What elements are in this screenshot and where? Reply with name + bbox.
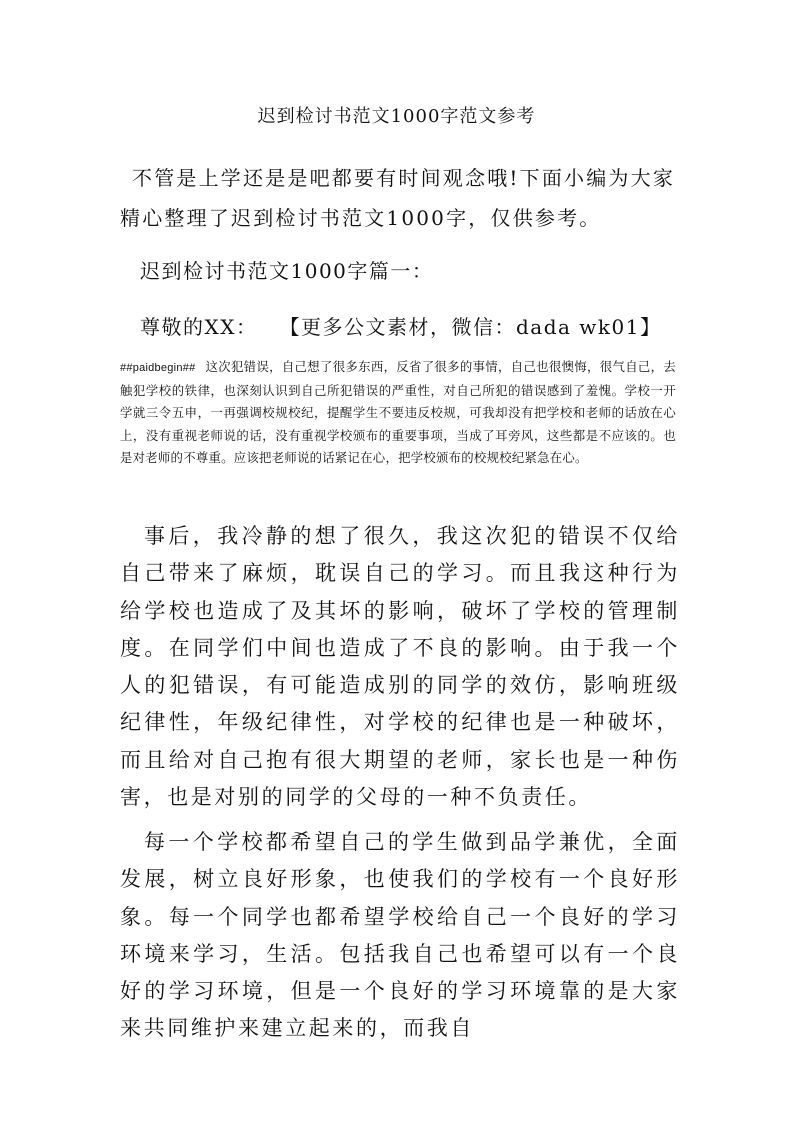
body-paragraph-1: 事后，我冷静的想了很久，我这次犯的错误不仅给自己带来了麻烦，耽误自己的学习。而且我这种行为给学校也造成了及其坏的影响，破坏了学校的管理制度。在同学们中间也造成了不良的影响。由于我一个人的犯错误，有可能造成别的同学的效仿，影响班级纪律性，年级纪律性，对学校的纪律也是一种破坏，而且给对自己抱有很大期望的老师，家长也是一种伤害，也是对别的同学的父母的一种不负责任。 <box>120 524 680 810</box>
small-paragraph: 这次犯错误，自己想了很多东西，反省了很多的事情，自己也很懊悔，很气自己，去触犯学校的铁律，也深刻认识到自己所犯错误的严重性，对自己所犯的错误感到了羞愧。学校一开学就三令五申，一再强调校规校纪，提醒学生不要违反校规，可我却没有把学校和老师的话放在心上，没有重视老师说的话，没有重视学校颁布的重要事项，当成了耳旁风，这些都是不应该的。也是对老师的不尊重。应该把老师说的话紧记在心，把学校颁布的校规校纪紧急在心。 <box>120 359 676 465</box>
section-heading: 迟到检讨书范文1000字篇一： <box>140 259 434 283</box>
small-paragraph-block <box>120 356 676 470</box>
page-title: 迟到检讨书范文1000字范文参考 <box>257 106 536 127</box>
salutation: 尊敬的XX： <box>140 315 258 339</box>
salutation-line <box>140 312 661 342</box>
promo-note: 【更多公文素材，微信：dada wk01】 <box>279 315 662 339</box>
paid-tag: ##paidbegin## <box>120 362 196 374</box>
body-paragraph-2: 每一个学校都希望自己的学生做到品学兼优，全面发展，树立良好形象，也使我们的学校有一个良好形象。每一个同学也都希望学校给自己一个良好的学习环境来学习，生活。包括我自己也希望可以有一个良好的学习环境，但是一个良好的学习环境靠的是大家来共同维护来建立起来的，而我自 <box>120 830 680 1041</box>
intro-paragraph: 不管是上学还是是吧都要有时间观念哦!下面小编为大家精心整理了迟到检讨书范文1000字，仅供参考。 <box>120 166 676 230</box>
